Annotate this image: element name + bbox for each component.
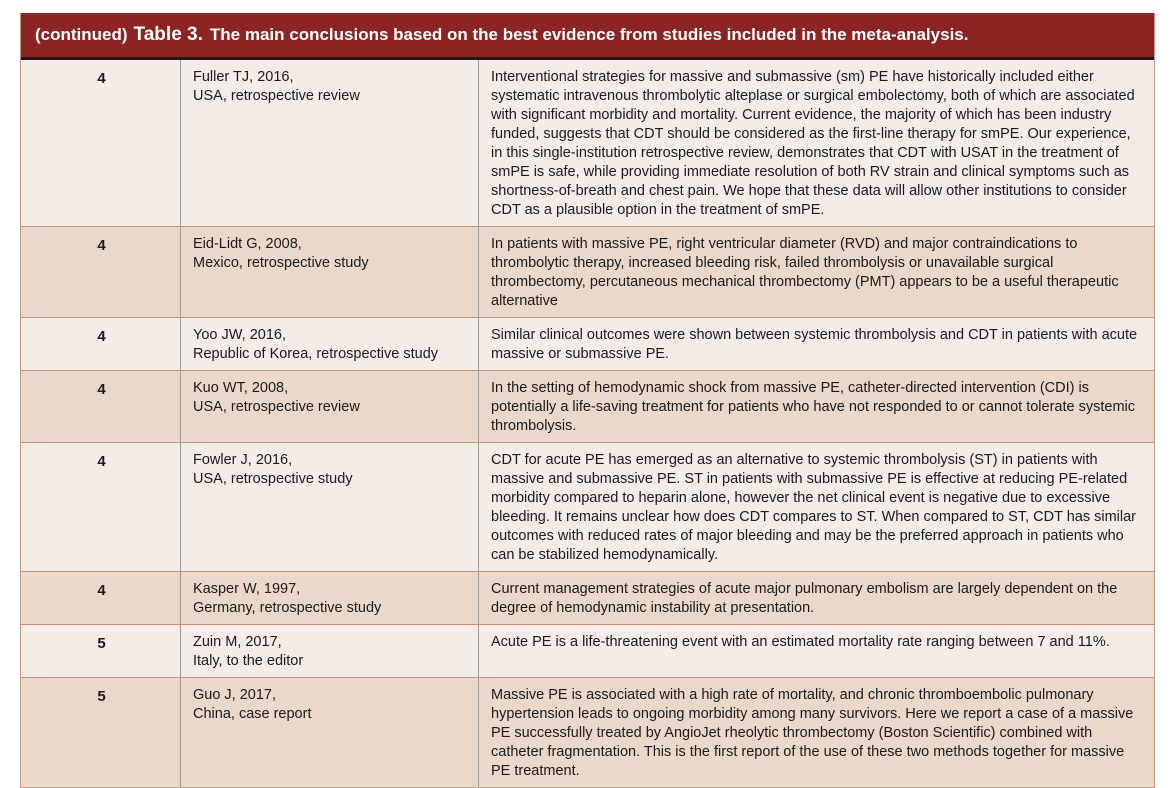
- conclusion-cell: In the setting of hemodynamic shock from massive PE, catheter-directed intervention (CDI) is potentially a life-saving treatment for patients who have not responded to or cannot tolerate systemic thrombolysis.: [478, 371, 1154, 442]
- study-cell: [180, 371, 478, 442]
- study-cell: [180, 678, 478, 787]
- conclusion-cell: Acute PE is a life-threatening event with an estimated mortality rate ranging between 7 and 11%.: [478, 625, 1154, 677]
- study-citation: Guo J, 2017,: [193, 687, 277, 703]
- study-citation: Eid-Lidt G, 2008,: [193, 236, 302, 252]
- evidence-level-cell: 4: [97, 453, 106, 470]
- conclusion-cell: Massive PE is associated with a high rate of mortality, and chronic thromboembolic pulmonary hypertension leads to ongoing morbidity among many survivors. Here we report a case of a massive PE successfully treated by AngioJet rheolytic thrombectomy (Boston Scientific) combined with catheter fragmentation. This is the first report of the use of these two methods together for massive PE treatment.: [478, 678, 1154, 787]
- study-origin: Mexico, retrospective study: [193, 255, 369, 271]
- conclusion-cell: Current management strategies of acute major pulmonary embolism are largely dependent on the degree of hemodynamic instability at presentation.: [478, 572, 1154, 624]
- table-row: [21, 317, 1154, 370]
- table-row: [21, 60, 1154, 226]
- study-citation: Fuller TJ, 2016,: [193, 69, 294, 85]
- study-cell: [180, 318, 478, 370]
- table-title: The main conclusions based on the best evidence from studies included in the meta-analysis.: [209, 25, 969, 44]
- evidence-level-cell: 4: [97, 237, 106, 254]
- study-origin: USA, retrospective study: [193, 471, 353, 487]
- evidence-level-cell: 4: [97, 70, 106, 87]
- study-origin: USA, retrospective review: [193, 88, 360, 104]
- study-origin: Germany, retrospective study: [193, 600, 382, 616]
- conclusion-cell: In patients with massive PE, right ventricular diameter (RVD) and major contraindications to thrombolytic therapy, increased bleeding risk, failed thrombolysis or unavailable surgical thrombectomy, percutaneous mechanical thrombectomy (PMT) appears to be a useful therapeutic alternative: [478, 227, 1154, 317]
- study-cell: [180, 572, 478, 624]
- study-origin: USA, retrospective review: [193, 399, 360, 415]
- evidence-level-cell: 4: [97, 381, 106, 398]
- table-row: [21, 624, 1154, 677]
- study-citation: Fowler J, 2016,: [193, 452, 293, 468]
- conclusion-cell: Similar clinical outcomes were shown between systemic thrombolysis and CDT in patients with acute massive or submassive PE.: [478, 318, 1154, 370]
- table-row: [21, 571, 1154, 624]
- table-body: [21, 60, 1154, 787]
- table-number-label: Table 3.: [133, 24, 203, 45]
- evidence-level-cell: 4: [97, 328, 106, 345]
- study-cell: [180, 443, 478, 571]
- table-row: [21, 677, 1154, 787]
- table-caption: [21, 13, 1154, 60]
- study-origin: Republic of Korea, retrospective study: [193, 346, 439, 362]
- table-row: [21, 442, 1154, 571]
- study-citation: Yoo JW, 2016,: [193, 327, 286, 343]
- evidence-level-cell: 4: [97, 582, 106, 599]
- study-origin: China, case report: [193, 706, 312, 722]
- evidence-level-cell: 5: [97, 688, 106, 705]
- study-citation: Kuo WT, 2008,: [193, 380, 289, 396]
- evidence-level-cell: 5: [97, 635, 106, 652]
- continued-label: (continued): [35, 25, 128, 44]
- meta-analysis-table: [20, 13, 1155, 788]
- conclusion-cell: CDT for acute PE has emerged as an alternative to systemic thrombolysis (ST) in patients with massive and submassive PE. ST in patients with submassive PE is effective at reducing PE-related morbidity compared to heparin alone, however the net clinical event is negative due to excessive bleeding. It remains unclear how does CDT compares to ST. When compared to ST, CDT has similar outcomes with reduced rates of major bleeding and may be the preferred approach in patients who can be stabilized hemodynamically.: [478, 443, 1154, 571]
- study-cell: [180, 625, 478, 677]
- study-citation: Zuin M, 2017,: [193, 634, 282, 650]
- study-origin: Italy, to the editor: [193, 653, 304, 669]
- study-citation: Kasper W, 1997,: [193, 581, 301, 597]
- study-cell: [180, 227, 478, 317]
- table-row: [21, 370, 1154, 442]
- study-cell: [180, 60, 478, 226]
- table-row: [21, 226, 1154, 317]
- conclusion-cell: Interventional strategies for massive and submassive (sm) PE have historically included either systematic intravenous thrombolytic alteplase or surgical embolectomy, both of which are associated with significant morbidity and mortality. Current evidence, the majority of which has been industry funded, suggests that CDT should be considered as the first-line therapy for smPE. Our experience, in this single-institution retrospective review, demonstrates that CDT with USAT in the treatment of smPE is safe, while providing immediate resolution of both RV strain and clinical symptoms such as shortness-of-breath and chest pain. We hope that these data will allow other institutions to consider CDT as a plausible option in the treatment of smPE.: [478, 60, 1154, 226]
